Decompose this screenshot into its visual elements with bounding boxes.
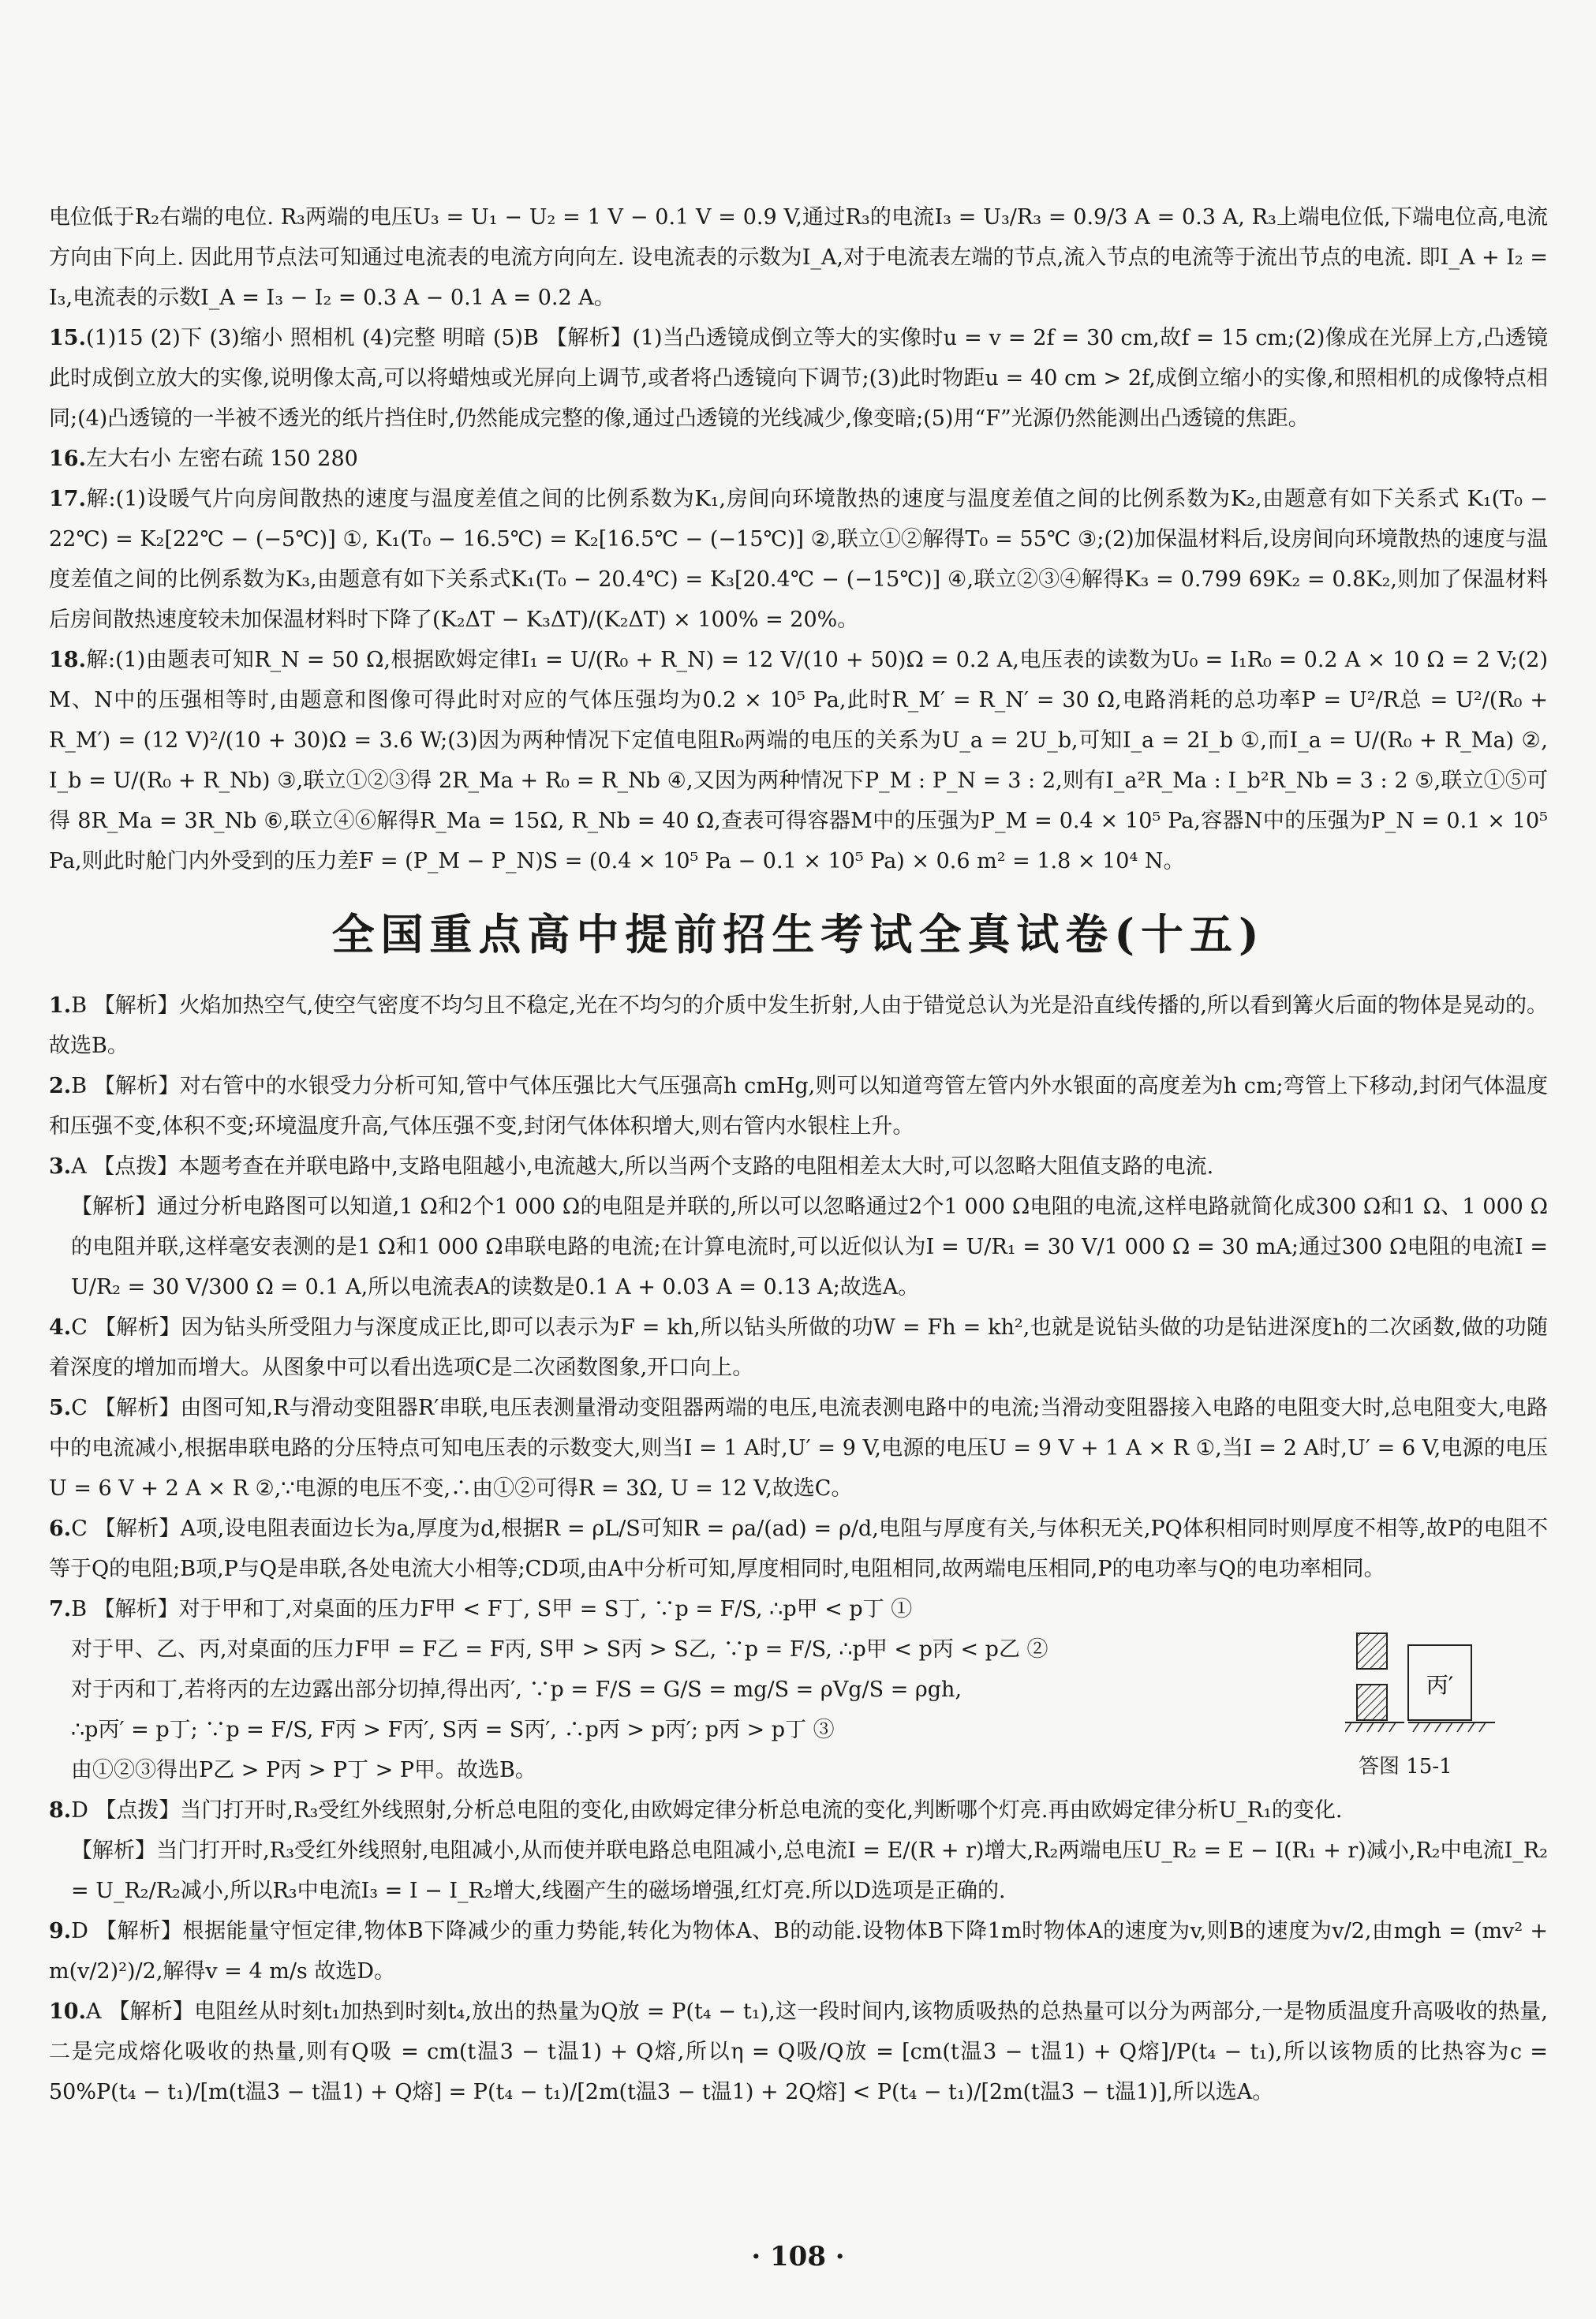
answer-item [49, 1187, 1548, 1307]
answer-item-number: 10. [49, 1999, 86, 2024]
answer-item-text: ∴p丙′ = p丁; ∵p = F/S, F丙 > F丙′, S丙 = S丙′, ∴p丙 > p丙′; p丙 > p丁 ③ [71, 1718, 835, 1742]
answer-item [49, 1307, 1548, 1388]
answer-item [49, 1992, 1548, 2112]
answer-item-text: 【解析】当门打开时,R₃受红外线照射,电阻减小,从而使并联电路总电阻减小,总电流I = E/(R + r)增大,R₂两端电压U_R₂ = E − I(R₁ + r)减小,R₂中电流I_R₂ = U_R₂/R₂减小,所以R₃中电流I₃ = I − I_R₂增大,线圈产生的磁场增强,红灯亮.所以D选项是正确的. [71, 1838, 1548, 1903]
answer-item-number: 7. [49, 1597, 72, 1621]
answer-17 [49, 479, 1548, 640]
answer-15-text: (1)15 (2)下 (3)缩小 照相机 (4)完整 明暗 (5)B 【解析】(1)当凸透镜成倒立等大的实像时u = v = 2f = 30 cm,故f = 15 cm;(2)像成在光屏上方,凸透镜此时成倒立放大的实像,说明像太高,可以将蜡烛或光屏向上调节,或者将凸透镜向下调节;(3)此时物距u = 40 cm > 2f,成倒立缩小的实像,和照相机的成像特点相同;(4)凸透镜的一半被不透光的纸片挡住时,仍然能成完整的像,通过凸透镜的光线减少,像变暗;(5)用“F”光源仍然能测出凸透镜的焦距。 [49, 326, 1548, 431]
figure-caption: 答图 15-1 [1359, 1755, 1452, 1779]
answer-item [49, 986, 1548, 1066]
answer-item-number: 8. [49, 1798, 72, 1823]
answer-17-text: 解:(1)设暖气片向房间散热的速度与温度差值之间的比例系数为K₁,房间向环境散热的速度与温度差值之间的比例系数为K₂,由题意有如下关系式 K₁(T₀ − 22℃) = K₂[22℃ − (−5℃)] ①, K₁(T₀ − 16.5℃) = K₂[16.5℃ − (−15℃)] ②,联立①②解得T₀ = 55℃ ③;(2)加保温材料后,设房间向环境散热的速度与温度差值之间的比例系数为K₃,由题意有如下关系式K₁(T₀ − 20.4℃) = K₃[20.4℃ − (−15℃)] ④,联立②③④解得K₃ = 0.799 69K₂ = 0.8K₂,则加了保温材料后房间散热速度较未加保温材料时下降了(K₂ΔT − K₃ΔT)/(K₂ΔT) × 100% = 20%。 [49, 487, 1548, 632]
answer-16 [49, 439, 1548, 479]
answer-item [49, 1388, 1548, 1509]
answer-16-number: 16. [49, 447, 86, 471]
page-content [49, 197, 1548, 2112]
answer-17-number: 17. [49, 487, 86, 511]
answer-item-text: C 【解析】因为钻头所受阻力与深度成正比,即可以表示为F = kh,所以钻头所做的功W = Fh = kh²,也就是说钻头做的功是钻进深度h的二次函数,做的功随着深度的增加而增大。从图象中可以看出选项C是二次函数图象,开口向上。 [49, 1315, 1548, 1380]
paragraph-continued: 电位低于R₂右端的电位. R₃两端的电压U₃ = U₁ − U₂ = 1 V − 0.1 V = 0.9 V,通过R₃的电流I₃ = U₃/R₃ = 0.9/3 A = 0.3 A, R₃上端电位低,下端电位高,电流方向由下向上. 因此用节点法可知通过电流表的电流方向向左. 设电流表的示数为I_A,对于电流表左端的节点,流入节点的电流等于流出节点的电流. 即I_A + I₂ = I₃,电流表的示数I_A = I₃ − I₂ = 0.3 A − 0.1 A = 0.2 A。 [49, 205, 1548, 310]
answer-item-number: 2. [49, 1074, 72, 1098]
answer-18-text: 解:(1)由题表可知R_N = 50 Ω,根据欧姆定律I₁ = U/(R₀ + R_N) = 12 V/(10 + 50)Ω = 0.2 A,电压表的读数为U₀ = I₁R₀ = 0.2 A × 10 Ω = 2 V;(2) M、N中的压强相等时,由题意和图像可得此时对应的气体压强均为0.2 × 10⁵ Pa,此时R_M′ = R_N′ = 30 Ω,电路消耗的总功率P = U²/R总 = U²/(R₀ + R_M′) = (12 V)²/(10 + 30)Ω = 3.6 W;(3)因为两种情况下定值电阻R₀两端的电压的关系为U_a = 2U_b,可知I_a = 2I_b ①,而I_a = U/(R₀ + R_Ma) ②, I_b = U/(R₀ + R_Nb) ③,联立①②③得 2R_Ma + R₀ = R_Nb ④,又因为两种情况下P_M : P_N = 3 : 2,则有I_a²R_Ma : I_b²R_Nb = 3 : 2 ⑤,联立①⑤可得 8R_Ma = 3R_Nb ⑥,联立④⑥解得R_Ma = 15Ω, R_Nb = 40 Ω,查表可得容器M中的压强为P_M = 0.4 × 10⁵ Pa,容器N中的压强为P_N = 0.1 × 10⁵ Pa,则此时舱门内外受到的压力差F = (P_M − P_N)S = (0.4 × 10⁵ Pa − 0.1 × 10⁵ Pa) × 0.6 m² = 1.8 × 10⁴ N。 [49, 648, 1548, 873]
section-title: 全国重点高中提前招生考试全真试卷(十五) [331, 909, 1265, 959]
answer-item [49, 1629, 1548, 1670]
answer-item-text: C 【解析】A项,设电阻表面边长为a,厚度为d,根据R = ρL/S可知R = ρa/(ad) = ρ/d,电阻与厚度有关,与体积无关,PQ体积相同时则厚度不相等,故P的电阻不等于Q的电阻;B项,P与Q是串联,各处电流大小相等;CD项,由A中分析可知,厚度相同时,电阻相同,故两端电压相同,P的电功率与Q的电功率相同。 [49, 1517, 1548, 1581]
answer-16-text: 左大右小 左密右疏 150 280 [85, 447, 358, 471]
answer-item-text: 由①②③得出P乙 > P丙 > P丁 > P甲。故选B。 [71, 1758, 536, 1782]
answer-item-text: 对于甲、乙、丙,对桌面的压力F甲 = F乙 = F丙, S甲 > S丙 > S乙, ∵p = F/S, ∴p甲 < p丙 < p乙 ② [71, 1637, 1048, 1662]
answer-item [49, 1589, 1548, 1629]
ground-hatch [1345, 1722, 1486, 1732]
answer-item [49, 1831, 1548, 1911]
answer-item-text: D 【点拨】当门打开时,R₃受红外线照射,分析总电阻的变化,由欧姆定律分析总电流的变化,判断哪个灯亮.再由欧姆定律分析U_R₁的变化. [71, 1798, 1343, 1823]
answer-item [49, 1509, 1548, 1589]
answer-item-number: 4. [49, 1315, 72, 1340]
answer-item-number: 5. [49, 1396, 72, 1420]
answer-18 [49, 640, 1548, 881]
answer-item [49, 1790, 1548, 1831]
answer-item [49, 1066, 1548, 1146]
answer-item [49, 1911, 1548, 1992]
answer-item [49, 1750, 1548, 1790]
answer-item-text: B 【解析】对于甲和丁,对桌面的压力F甲 < F丁, S甲 = S丁, ∵p = F/S, ∴p甲 < p丁 ① [71, 1597, 913, 1621]
block-top-hatched [1357, 1633, 1387, 1669]
figure-15-1 [1345, 1621, 1503, 1764]
answer-15 [49, 318, 1548, 439]
page-number: · 108 · [751, 2241, 845, 2272]
answer-item-text: 对于丙和丁,若将丙的左边露出部分切掉,得出丙′, ∵p = F/S = G/S = mg/S = ρVg/S = ρgh, [71, 1678, 962, 1702]
answer-15-number: 15. [49, 326, 86, 350]
answer-item-number: 6. [49, 1517, 72, 1541]
answer-item [49, 1670, 1548, 1710]
answer-item-number: 1. [49, 993, 72, 1018]
answer-item [49, 1710, 1548, 1750]
answer-item-text: B 【解析】对右管中的水银受力分析可知,管中气体压强比大气压强高h cmHg,则可以知道弯管左管内外水银面的高度差为h cm;弯管上下移动,封闭气体温度和压强不变,体积不变;环境温度升高,气体压强不变,封闭气体体积增大,则右管内水银柱上升。 [49, 1074, 1548, 1139]
answer-item-text: B 【解析】火焰加热空气,使空气密度不均匀且不稳定,光在不均匀的介质中发生折射,人由于错觉总认为光是沿直线传播的,所以看到篝火后面的物体是晃动的。故选B。 [49, 993, 1548, 1058]
answer-item-number: 3. [49, 1154, 72, 1179]
answer-item-text: 【解析】通过分析电路图可以知道,1 Ω和2个1 000 Ω的电阻是并联的,所以可以忽略通过2个1 000 Ω电阻的电流,这样电路就简化成300 Ω和1 Ω、1 000 Ω的电阻并联,这样毫安表测的是1 Ω和1 000 Ω串联电路的电流;在计算电流时,可以近似认为I = U/R₁ = 30 V/1 000 Ω = 30 mA;通过300 Ω电阻的电流I = U/R₂ = 30 V/300 Ω = 0.1 A,所以电流表A的读数是0.1 A + 0.03 A = 0.13 A;故选A。 [71, 1195, 1548, 1300]
answer-item-text: A 【点拨】本题考查在并联电路中,支路电阻越小,电流越大,所以当两个支路的电阻相差太大时,可以忽略大阻值支路的电流. [71, 1154, 1214, 1179]
answer-item-text: D 【解析】根据能量守恒定律,物体B下降减少的重力势能,转化为物体A、B的动能.设物体B下降1m时物体A的速度为v,则B的速度为v/2,由mgh = (mv² + m(v/2)²)/2,解得v = 4 m/s 故选D。 [49, 1919, 1548, 1984]
answer-item-number: 9. [49, 1919, 72, 1943]
block-label: 丙′ [1426, 1672, 1454, 1698]
answer-item-text: C 【解析】由图可知,R与滑动变阻器R′串联,电压表测量滑动变阻器两端的电压,电流表测电路中的电流;当滑动变阻器接入电路的电阻变大时,总电阻变大,电路中的电流减小,根据串联电路的分压特点可知电压表的示数变大,则当I = 1 A时,U′ = 9 V,电源的电压U = 9 V + 1 A × R ①,当I = 2 A时,U′ = 6 V,电源的电压U = 6 V + 2 A × R ②,∵电源的电压不变,∴由①②可得R = 3Ω, U = 12 V,故选C。 [49, 1396, 1548, 1501]
block-bottom-hatched [1357, 1685, 1387, 1720]
answer-18-number: 18. [49, 648, 86, 672]
answer-item-text: A 【解析】电阻丝从时刻t₁加热到时刻t₄,放出的热量为Q放 = P(t₄ − t₁),这一段时间内,该物质吸热的总热量可以分为两部分,一是物质温度升高吸收的热量,二是完成熔化吸收的热量,则有Q吸 = cm(t温3 − t温1) + Q熔,所以η = Q吸/Q放 = [cm(t温3 − t温1) + Q熔]/P(t₄ − t₁),所以该物质的比热容为c = 50%P(t₄ − t₁)/[m(t温3 − t温1) + Q熔] = P(t₄ − t₁)/[2m(t温3 − t温1) + 2Q熔] < P(t₄ − t₁)/[2m(t温3 − t温1)],所以选A。 [49, 1999, 1548, 2104]
answer-item [49, 1146, 1548, 1187]
